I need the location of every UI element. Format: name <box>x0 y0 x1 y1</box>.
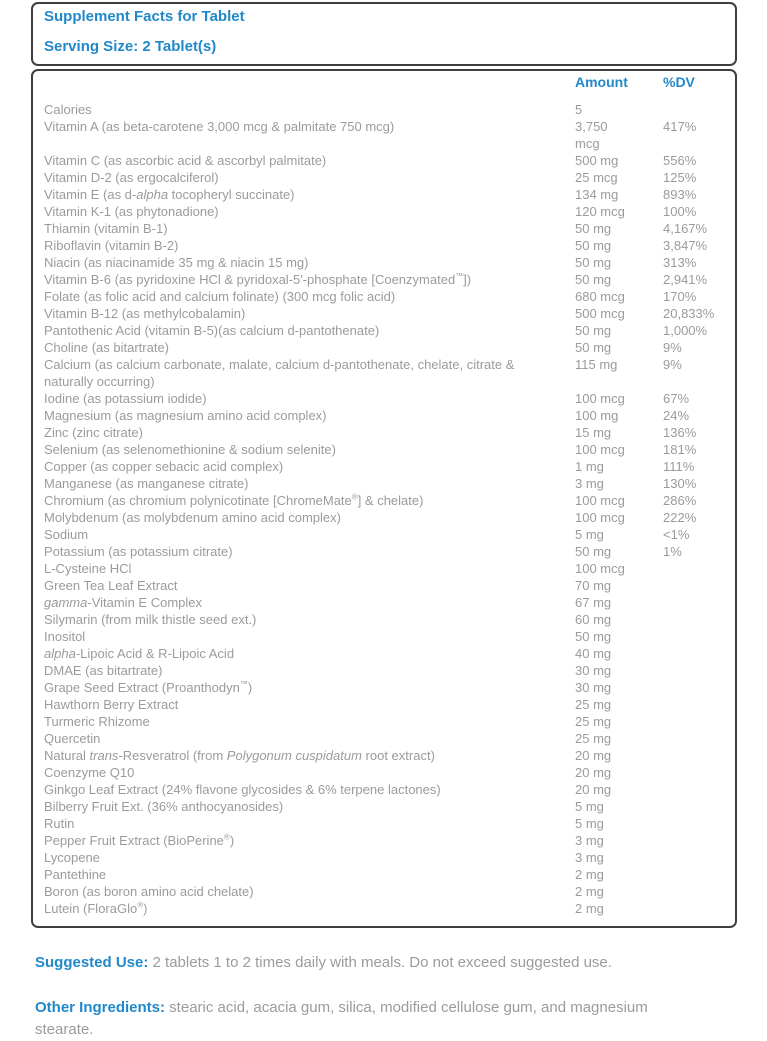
table-row <box>44 220 725 237</box>
ingredient-dv: 417% <box>663 119 697 134</box>
ingredient-name: Potassium (as potassium citrate) <box>44 544 233 559</box>
ingredient-name: L-Cysteine HCl <box>44 561 132 576</box>
table-row <box>44 254 725 271</box>
ingredient-dv: 20,833% <box>663 306 715 321</box>
table-row <box>44 390 725 407</box>
ingredient-dv: 136% <box>663 425 697 440</box>
ingredient-amount: 50 mg <box>575 221 612 236</box>
ingredient-amount: 100 mcg <box>575 391 625 406</box>
table-row <box>44 458 725 475</box>
ingredient-dv: 24% <box>663 408 690 423</box>
ingredient-dv: 9% <box>663 340 682 355</box>
ingredient-name: Pepper Fruit Extract (BioPerine®) <box>44 832 235 848</box>
ingredient-name: Vitamin B-12 (as methylcobalamin) <box>44 306 246 321</box>
table-row <box>44 424 725 441</box>
ingredient-name: Calories <box>44 102 92 117</box>
ingredient-name: Turmeric Rhizome <box>44 714 150 729</box>
ingredient-name: Boron (as boron amino acid chelate) <box>44 884 254 899</box>
ingredient-name: Vitamin A (as beta-carotene 3,000 mcg & palmitate 750 mcg) <box>44 119 395 134</box>
other-ingredients-label: Other Ingredients: <box>35 999 166 1016</box>
ingredient-name: Iodine (as potassium iodide) <box>44 391 207 406</box>
ingredient-amount: 50 mg <box>575 340 612 355</box>
table-row <box>44 118 725 152</box>
ingredient-name: gamma-Vitamin E Complex <box>44 595 202 610</box>
table-row <box>44 101 725 118</box>
ingredient-amount: 20 mg <box>575 765 612 780</box>
table-row <box>44 560 725 577</box>
ingredient-amount: 50 mg <box>575 255 612 270</box>
ingredient-amount: 70 mg <box>575 578 612 593</box>
ingredient-amount: 500 mg <box>575 153 619 168</box>
table-row <box>44 883 725 900</box>
table-row <box>44 798 725 815</box>
table-row <box>44 475 725 492</box>
ingredient-name: Sodium <box>44 527 89 542</box>
ingredient-amount: 50 mg <box>575 629 612 644</box>
ingredient-dv: 222% <box>663 510 697 525</box>
ingredient-amount: 2 mg <box>575 901 604 916</box>
suggested-use <box>35 952 700 974</box>
table-rows <box>44 101 725 917</box>
ingredient-amount: 5 mg <box>575 799 604 814</box>
table-row <box>44 271 725 288</box>
ingredient-name: Inositol <box>44 629 86 644</box>
ingredient-amount: 115 mg <box>575 357 618 372</box>
ingredient-name: Coenzyme Q10 <box>44 765 135 780</box>
table-row <box>44 730 725 747</box>
table-row <box>44 288 725 305</box>
ingredient-amount: 15 mg <box>575 425 612 440</box>
ingredient-amount: 67 mg <box>575 595 612 610</box>
ingredient-dv: <1% <box>663 527 690 542</box>
ingredient-name: Grape Seed Extract (Proanthodyn™) <box>44 679 253 695</box>
ingredient-name: Copper (as copper sebacic acid complex) <box>44 459 284 474</box>
other-ingredients <box>35 997 700 1041</box>
ingredient-dv: 1,000% <box>663 323 708 338</box>
ingredient-name: Vitamin K-1 (as phytonadione) <box>44 204 219 219</box>
facts-footer <box>35 952 700 1041</box>
ingredient-dv: 556% <box>663 153 697 168</box>
ingredient-name: Chromium (as chromium polynicotinate [ChromeMate®] & chelate) <box>44 492 424 508</box>
ingredient-name: Bilberry Fruit Ext. (36% anthocyanosides) <box>44 799 284 814</box>
ingredient-amount: 30 mg <box>575 680 612 695</box>
ingredient-amount: 100 mcg <box>575 561 625 576</box>
table-row <box>44 662 725 679</box>
table-row <box>44 866 725 883</box>
table-row <box>44 441 725 458</box>
ingredient-amount: 100 mcg <box>575 493 625 508</box>
ingredient-name: Magnesium (as magnesium amino acid complex) <box>44 408 327 423</box>
table-row <box>44 152 725 169</box>
ingredient-dv: 170% <box>663 289 697 304</box>
table-row <box>44 186 725 203</box>
ingredient-name: Vitamin C (as ascorbic acid & ascorbyl palmitate) <box>44 153 327 168</box>
ingredient-name: Vitamin B-6 (as pyridoxine HCl & pyridoxal-5′-phosphate [Coenzymated™]) <box>44 271 472 287</box>
ingredient-dv: 3,847% <box>663 238 708 253</box>
table-row <box>44 815 725 832</box>
ingredient-name: Vitamin D-2 (as ergocalciferol) <box>44 170 219 185</box>
ingredient-name: Manganese (as manganese citrate) <box>44 476 249 491</box>
table-row <box>44 203 725 220</box>
ingredient-amount: 40 mg <box>575 646 612 661</box>
ingredient-dv: 125% <box>663 170 697 185</box>
ingredient-amount: 60 mg <box>575 612 612 627</box>
ingredient-amount: 25 mg <box>575 697 612 712</box>
ingredient-name: Natural trans-Resveratrol (from Polygonum cuspidatum root extract) <box>44 748 435 763</box>
table-row <box>44 577 725 594</box>
ingredient-amount: 30 mg <box>575 663 612 678</box>
ingredient-dv: 1% <box>663 544 682 559</box>
ingredient-amount: 500 mcg <box>575 306 625 321</box>
ingredient-dv: 2,941% <box>663 272 708 287</box>
table-row <box>44 628 725 645</box>
ingredient-amount: 50 mg <box>575 323 612 338</box>
ingredient-amount: 25 mcg <box>575 170 618 185</box>
ingredient-amount: 2 mg <box>575 884 604 899</box>
ingredient-amount: 5 mg <box>575 527 604 542</box>
column-header-amount: Amount <box>575 74 628 90</box>
facts-header <box>31 2 737 66</box>
table-row <box>44 849 725 866</box>
ingredient-name: Thiamin (vitamin B-1) <box>44 221 168 236</box>
ingredient-amount: 3 mg <box>575 833 604 848</box>
ingredient-name: Zinc (zinc citrate) <box>44 425 143 440</box>
ingredient-name: DMAE (as bitartrate) <box>44 663 163 678</box>
ingredient-dv: 181% <box>663 442 697 457</box>
ingredient-name: alpha-Lipoic Acid & R-Lipoic Acid <box>44 646 235 661</box>
suggested-use-text: 2 tablets 1 to 2 times daily with meals. Do not exceed suggested use. <box>148 954 612 971</box>
ingredient-amount: 50 mg <box>575 544 612 559</box>
ingredient-amount: 100 mcg <box>575 510 625 525</box>
facts-table <box>31 69 737 928</box>
ingredient-name: Pantethine <box>44 867 107 882</box>
table-row <box>44 543 725 560</box>
ingredient-amount: 5 mg <box>575 816 604 831</box>
other-ingredients-text: stearic acid, acacia gum, silica, modified cellulose gum, and magnesium stearate. <box>35 999 648 1038</box>
ingredient-name: Selenium (as selenomethionine & sodium selenite) <box>44 442 336 457</box>
table-row <box>44 696 725 713</box>
table-row <box>44 747 725 764</box>
ingredient-amount: 20 mg <box>575 748 612 763</box>
ingredient-name: Vitamin E (as d-alpha tocopheryl succinate) <box>44 187 295 202</box>
ingredient-amount: 134 mg <box>575 187 619 202</box>
table-row <box>44 679 725 696</box>
ingredient-amount: 100 mcg <box>575 442 625 457</box>
table-row <box>44 900 725 917</box>
table-row <box>44 339 725 356</box>
ingredient-name: Folate (as folic acid and calcium folinate) (300 mcg folic acid) <box>44 289 396 304</box>
table-row <box>44 407 725 424</box>
ingredient-dv: 67% <box>663 391 690 406</box>
table-row <box>44 305 725 322</box>
ingredient-amount: 5 <box>575 102 583 117</box>
ingredient-name: Molybdenum (as molybdenum amino acid complex) <box>44 510 341 525</box>
ingredient-amount: 2 mg <box>575 867 604 882</box>
table-row <box>44 832 725 849</box>
ingredient-amount: 50 mg <box>575 238 612 253</box>
ingredient-name: Riboflavin (vitamin B-2) <box>44 238 179 253</box>
ingredient-name: Lutein (FloraGlo®) <box>44 900 148 916</box>
ingredient-amount: 20 mg <box>575 782 612 797</box>
ingredient-amount: 680 mcg <box>575 289 625 304</box>
suggested-use-label: Suggested Use: <box>35 954 149 971</box>
ingredient-amount: 100 mg <box>575 408 619 423</box>
table-row <box>44 322 725 339</box>
serving-size: Serving Size: 2 Tablet(s) <box>44 38 217 55</box>
ingredient-name: Rutin <box>44 816 75 831</box>
table-row <box>44 611 725 628</box>
ingredient-dv: 893% <box>663 187 697 202</box>
table-row <box>44 764 725 781</box>
column-header-dv: %DV <box>663 74 695 90</box>
ingredient-name: Calcium (as calcium carbonate, malate, calcium d-pantothenate, chelate, citrate & naturally occurring) <box>44 357 515 389</box>
ingredient-name: Hawthorn Berry Extract <box>44 697 179 712</box>
table-row <box>44 645 725 662</box>
table-row <box>44 509 725 526</box>
supplement-facts-panel <box>0 2 767 1041</box>
ingredient-name: Quercetin <box>44 731 101 746</box>
table-row <box>44 713 725 730</box>
ingredient-amount: 3 mg <box>575 850 604 865</box>
ingredient-amount: 50 mg <box>575 272 612 287</box>
table-row <box>44 781 725 798</box>
ingredient-amount: 3 mg <box>575 476 604 491</box>
ingredient-amount: 25 mg <box>575 714 612 729</box>
ingredient-name: Green Tea Leaf Extract <box>44 578 178 593</box>
table-row <box>44 492 725 509</box>
ingredient-amount: 3,750 mcg <box>575 119 608 151</box>
ingredient-dv: 286% <box>663 493 697 508</box>
ingredient-name: Silymarin (from milk thistle seed ext.) <box>44 612 257 627</box>
table-row <box>44 594 725 611</box>
facts-title: Supplement Facts for Tablet <box>44 8 245 25</box>
ingredient-name: Ginkgo Leaf Extract (24% flavone glycosides & 6% terpene lactones) <box>44 782 441 797</box>
ingredient-dv: 100% <box>663 204 697 219</box>
table-row <box>44 169 725 186</box>
ingredient-name: Choline (as bitartrate) <box>44 340 169 355</box>
ingredient-dv: 9% <box>663 357 682 372</box>
ingredient-dv: 313% <box>663 255 697 270</box>
table-row <box>44 237 725 254</box>
table-row <box>44 356 725 390</box>
ingredient-name: Pantothenic Acid (vitamin B-5)(as calcium d-pantothenate) <box>44 323 380 338</box>
ingredient-name: Niacin (as niacinamide 35 mg & niacin 15 mg) <box>44 255 309 270</box>
ingredient-name: Lycopene <box>44 850 100 865</box>
ingredient-amount: 120 mcg <box>575 204 625 219</box>
ingredient-amount: 25 mg <box>575 731 612 746</box>
table-column-headers <box>44 74 725 91</box>
ingredient-amount: 1 mg <box>575 459 604 474</box>
table-row <box>44 526 725 543</box>
ingredient-dv: 111% <box>663 459 695 474</box>
ingredient-dv: 4,167% <box>663 221 708 236</box>
ingredient-dv: 130% <box>663 476 697 491</box>
